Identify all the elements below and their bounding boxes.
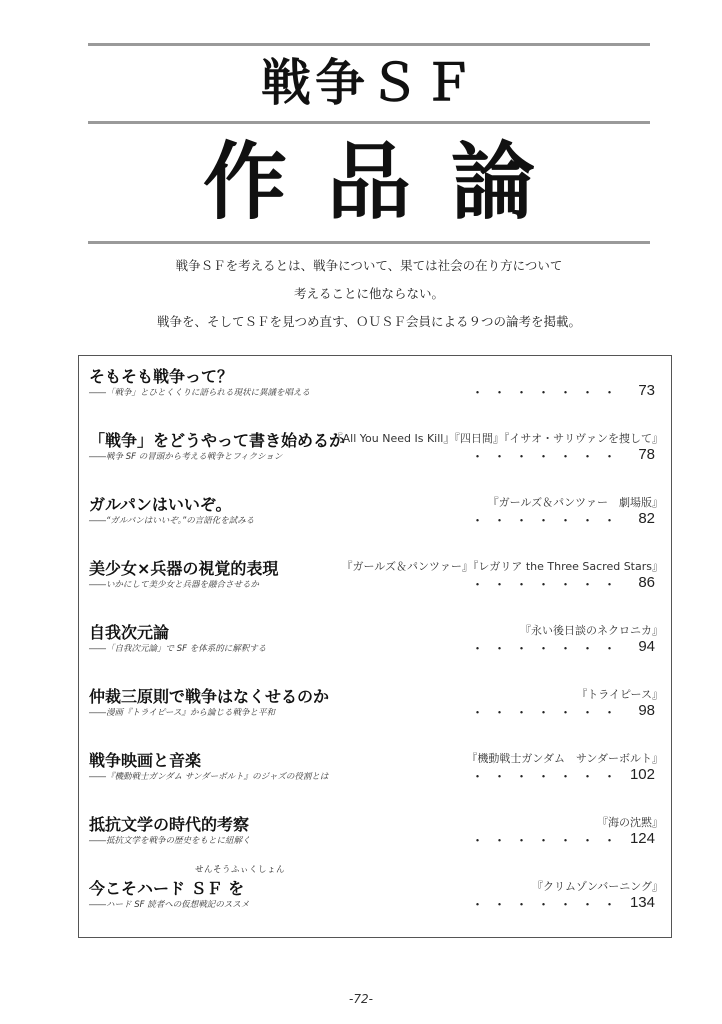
toc-entry[interactable] (79, 618, 671, 676)
toc-entry-title[interactable]: 「戦争」をどうやって書き始めるか (89, 431, 346, 450)
intro-line-1: 戦争ＳＦを考えるとは、戦争について、果ては社会の在り方について (175, 258, 563, 273)
toc-entry[interactable] (79, 426, 671, 484)
toc-entry-subtitle: ――抵抗文学を戦争の歴史をもとに紐解く (89, 836, 251, 846)
intro-line-2: 考えることに他ならない。 (293, 286, 444, 301)
toc-entry-subtitle: ――いかにして美少女と兵器を融合させるか (89, 580, 260, 590)
toc-entry-subtitle: ――『機動戦士ガンダム サンダーボルト』のジャズの役割とは (89, 772, 329, 782)
toc-entry-subtitle: ――「自我次元論」で SF を体系的に解釈する (89, 644, 267, 654)
toc-leader-dots: ・・・・・・・ (470, 386, 625, 401)
middle-divider (88, 121, 650, 124)
toc-entry-works: 『機動戦士ガンダム サンダーボルト』 (466, 752, 663, 765)
toc-entry-subtitle: ――ハード SF 読者への仮想戦記のススメ (89, 900, 250, 910)
toc-entry-works: 『All You Need Is Kill』『四日間』『イサオ・サリヴァンを捜して』 (331, 432, 663, 445)
toc-entry-works: 『ガールズ＆パンツァー 劇場版』 (487, 496, 663, 509)
toc-entry-page[interactable]: 102 (629, 766, 655, 783)
toc-entry-page[interactable]: 78 (638, 446, 655, 463)
toc-entry-page[interactable]: 82 (638, 510, 655, 527)
toc-entry-works: 『永い後日談のネクロニカ』 (520, 624, 663, 637)
toc-entry-title[interactable]: 美少女×兵器の視覚的表現 (89, 559, 279, 578)
toc-entry-subtitle: ――戦争 SF の冒頭から考える戦争とフィクション (89, 452, 283, 462)
page-number: -72- (349, 992, 373, 1006)
toc-leader-dots: ・・・・・・・ (470, 450, 625, 465)
toc-entry-title[interactable]: 戦争映画と音楽 (89, 751, 202, 770)
toc-entry-title[interactable]: 自我次元論 (89, 623, 170, 642)
toc-entry-ruby: せんそうふぃくしょん (195, 865, 286, 875)
toc-entry-title[interactable]: 今こそハード ＳＦ を (89, 879, 245, 898)
toc-entry-page[interactable]: 98 (638, 702, 655, 719)
toc-entry[interactable] (79, 865, 671, 932)
toc-entry-subtitle: ――「戦争」とひとくくりに語られる現状に異議を唱える (89, 388, 311, 398)
toc-entry-subtitle: ――漫画『トライピース』から論じる戦争と平和 (89, 708, 275, 718)
toc-entry[interactable] (79, 682, 671, 740)
toc-entry-page[interactable]: 73 (638, 382, 655, 399)
toc-entry[interactable] (79, 362, 671, 420)
toc-entry-page[interactable]: 86 (638, 574, 655, 591)
toc-leader-dots: ・・・・・・・ (470, 578, 625, 593)
toc-entry[interactable] (79, 810, 671, 868)
toc-entry-page[interactable]: 134 (629, 894, 655, 911)
toc-leader-dots: ・・・・・・・ (470, 706, 625, 721)
toc-entry-works: 『クリムゾンバーニング』 (531, 880, 663, 893)
toc-entry[interactable] (79, 746, 671, 804)
toc-entry-works: 『トライピース』 (576, 688, 663, 701)
table-of-contents (78, 355, 672, 938)
toc-entry-works: 『ガールズ＆パンツァー』『レガリア the Three Sacred Stars』 (341, 560, 663, 573)
toc-leader-dots: ・・・・・・・ (470, 834, 625, 849)
toc-leader-dots: ・・・・・・・ (470, 642, 625, 657)
intro-line-3: 戦争を、そしてＳＦを見つめ直す、ＯＵＳＦ会員による９つの論考を掲載。 (156, 314, 581, 329)
toc-entry[interactable] (79, 490, 671, 548)
toc-leader-dots: ・・・・・・・ (470, 514, 625, 529)
toc-entry-works: 『海の沈黙』 (597, 816, 663, 829)
toc-entry-page[interactable]: 124 (629, 830, 655, 847)
bottom-divider (88, 241, 650, 244)
section-title-main: 戦争ＳＦ (261, 54, 477, 112)
toc-leader-dots: ・・・・・・・ (470, 898, 625, 913)
toc-entry-title[interactable]: 仲裁三原則で戦争はなくせるのか (89, 687, 330, 706)
toc-entry-title[interactable]: 抵抗文学の時代的考察 (89, 815, 250, 834)
section-title-sub: 作品論 (202, 133, 575, 231)
toc-entry-page[interactable]: 94 (638, 638, 655, 655)
toc-entry-title[interactable]: そもそも戦争って？ (89, 367, 234, 386)
toc-entry[interactable] (79, 554, 671, 612)
toc-entry-subtitle: ――“ガルパンはいいぞ。”の言語化を試みる (89, 516, 255, 526)
toc-entry-title[interactable]: ガルパンはいいぞ。 (89, 495, 232, 514)
toc-leader-dots: ・・・・・・・ (470, 770, 625, 785)
